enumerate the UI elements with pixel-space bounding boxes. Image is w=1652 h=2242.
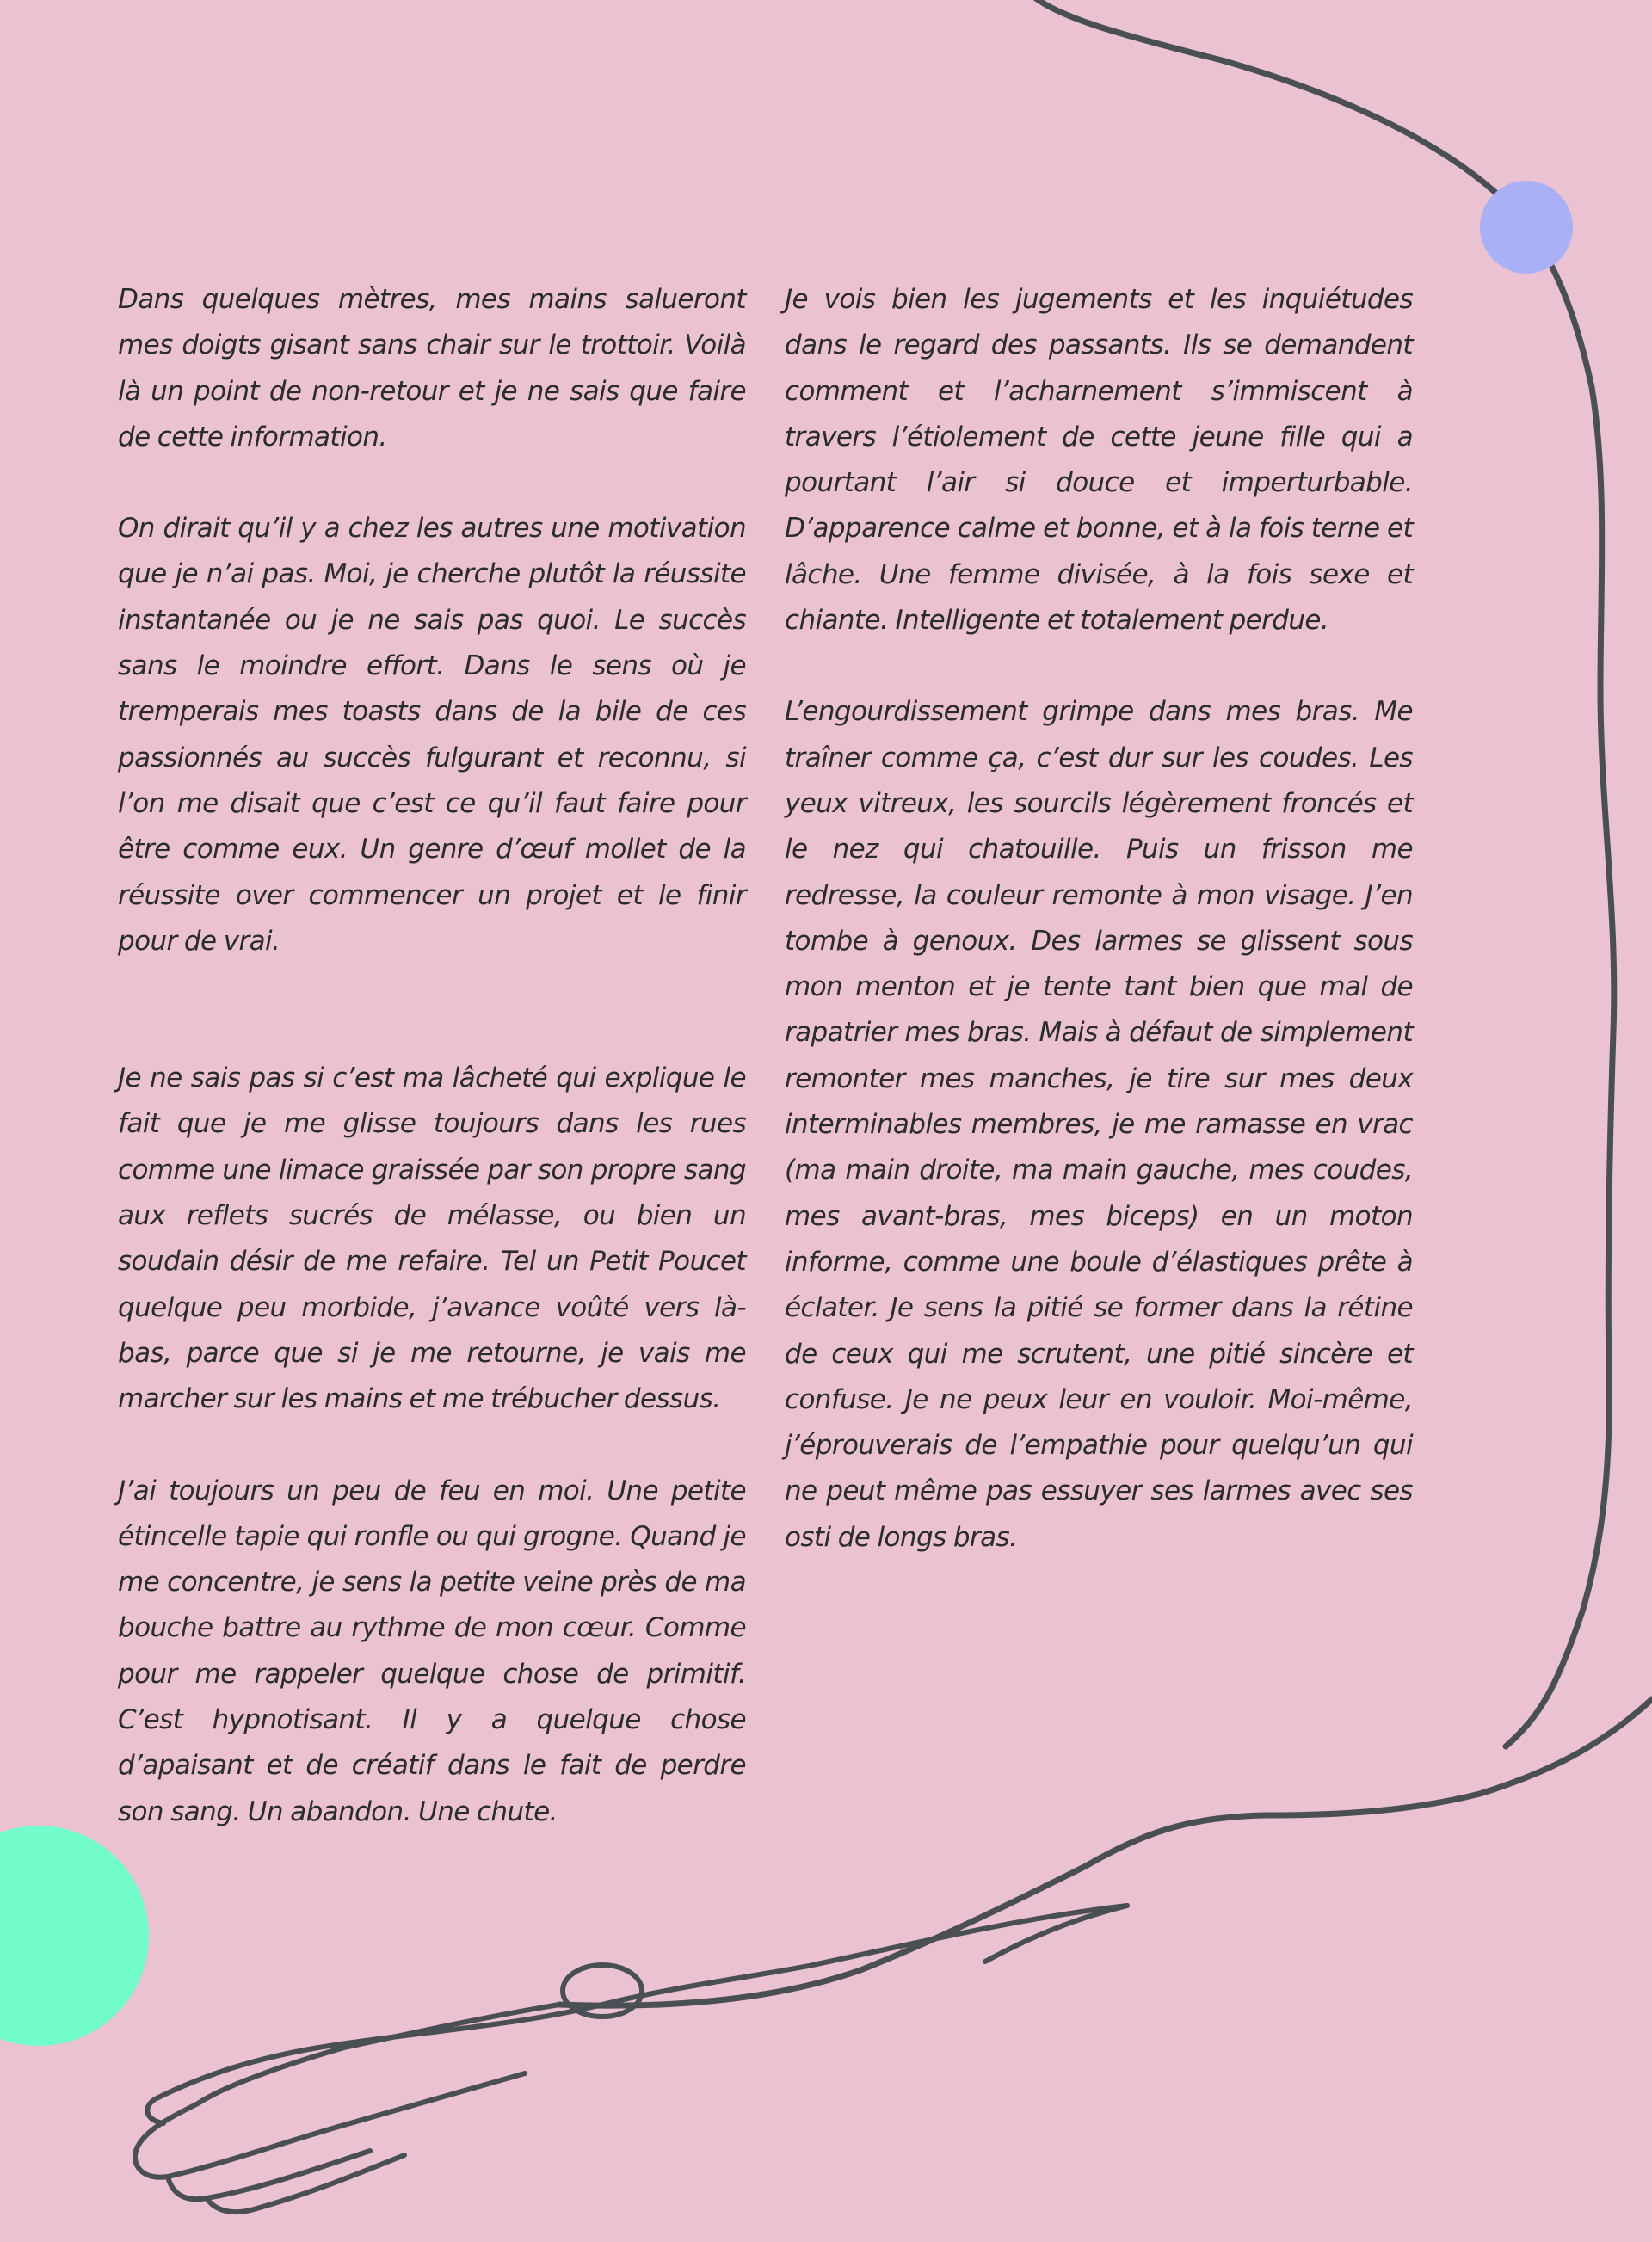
paragraph: On dirait qu’il y a chez les autres une motivation que je n’ai pas. Moi, je cherche plutôt la réussite instantanée ou je ne sais pas quoi. Le succès sans le moindre effort. Dans le sens où je tremperais mes toasts dans de la bile de ces passionnés au succès fulgurant et reconnu, si l’on me disait que c’est ce qu’il faut faire pour être comme eux. Un genre d’œuf mollet de la réussite over commencer un projet et le finir pour de vrai. bbox=[118, 513, 746, 957]
paragraph: Je ne sais pas si c’est ma lâcheté qui explique le fait que je me glisse toujours dans les rues comme une limace graissée par son propre sang aux reflets sucrés de mélasse, ou bien un soudain désir de me refaire. Tel un Petit Poucet quelque peu morbide, j’avance voûté vers là-bas, parce que si je me retourne, je vais me marcher sur les mains et me trébucher dessus. bbox=[118, 1062, 746, 1415]
paragraph: J’ai toujours un peu de feu en moi. Une petite étincelle tapie qui ronfle ou qui grogne. Quand je me concentre, je sens la petite veine près de ma bouche battre au rythme de mon cœur. Comme pour me rappeler quelque chose de primitif. C’est hypnotisant. Il y a quelque chose d’apaisant et de créatif dans le fait de perdre son sang. Un abandon. Une chute. bbox=[118, 1475, 746, 1827]
paragraph: Je vois bien les jugements et les inquiétudes dans le regard des passants. Ils se demandent comment et l’acharnement s’immiscent à travers l’étiolement de cette jeune fille qui a pourtant l’air si douce et imperturbable. D’apparence calme et bonne, et à la fois terne et lâche. Une femme divisée, à la fois sexe et chiante. Intelligente et totalement perdue. bbox=[785, 284, 1413, 637]
hand-fingers-line bbox=[135, 2005, 559, 2212]
blue-circle-shape bbox=[1480, 181, 1573, 274]
mint-circle-shape bbox=[0, 1826, 149, 2046]
ring-shape bbox=[563, 1965, 642, 2017]
right-column bbox=[785, 277, 1413, 1561]
paragraph: Dans quelques mètres, mes mains salueront mes doigts gisant sans chair sur le trottoir. Voilà là un point de non-retour et je ne sais que faire de cette information. bbox=[118, 284, 746, 453]
paragraph: L’engourdissement grimpe dans mes bras. Me traîner comme ça, c’est dur sur les coudes. Les yeux vitreux, les sourcils légèrement froncés et le nez qui chatouille. Puis un frisson me redresse, la couleur remonte à mon visage. J’en tombe à genoux. Des larmes se glissent sous mon menton et je tente tant bien que mal de rapatrier mes bras. Mais à défaut de simplement remonter mes manches, je tire sur mes deux interminables membres, je me ramasse en vrac (ma main droite, ma main gauche, mes coudes, mes avant-bras, mes biceps) en un moton informe, comme une boule d’élastiques prête à éclater. Je sens la pitié se former dans la rétine de ceux qui me scrutent, une pitié sincère et confuse. Je ne peux leur en vouloir. Moi-même, j’éprouverais de l’empathie pour quelqu’un qui ne peut même pas essuyer ses larmes avec ses osti de longs bras. bbox=[785, 696, 1413, 1553]
left-column bbox=[118, 277, 746, 1835]
wrist-upper-line bbox=[147, 1906, 1127, 2123]
